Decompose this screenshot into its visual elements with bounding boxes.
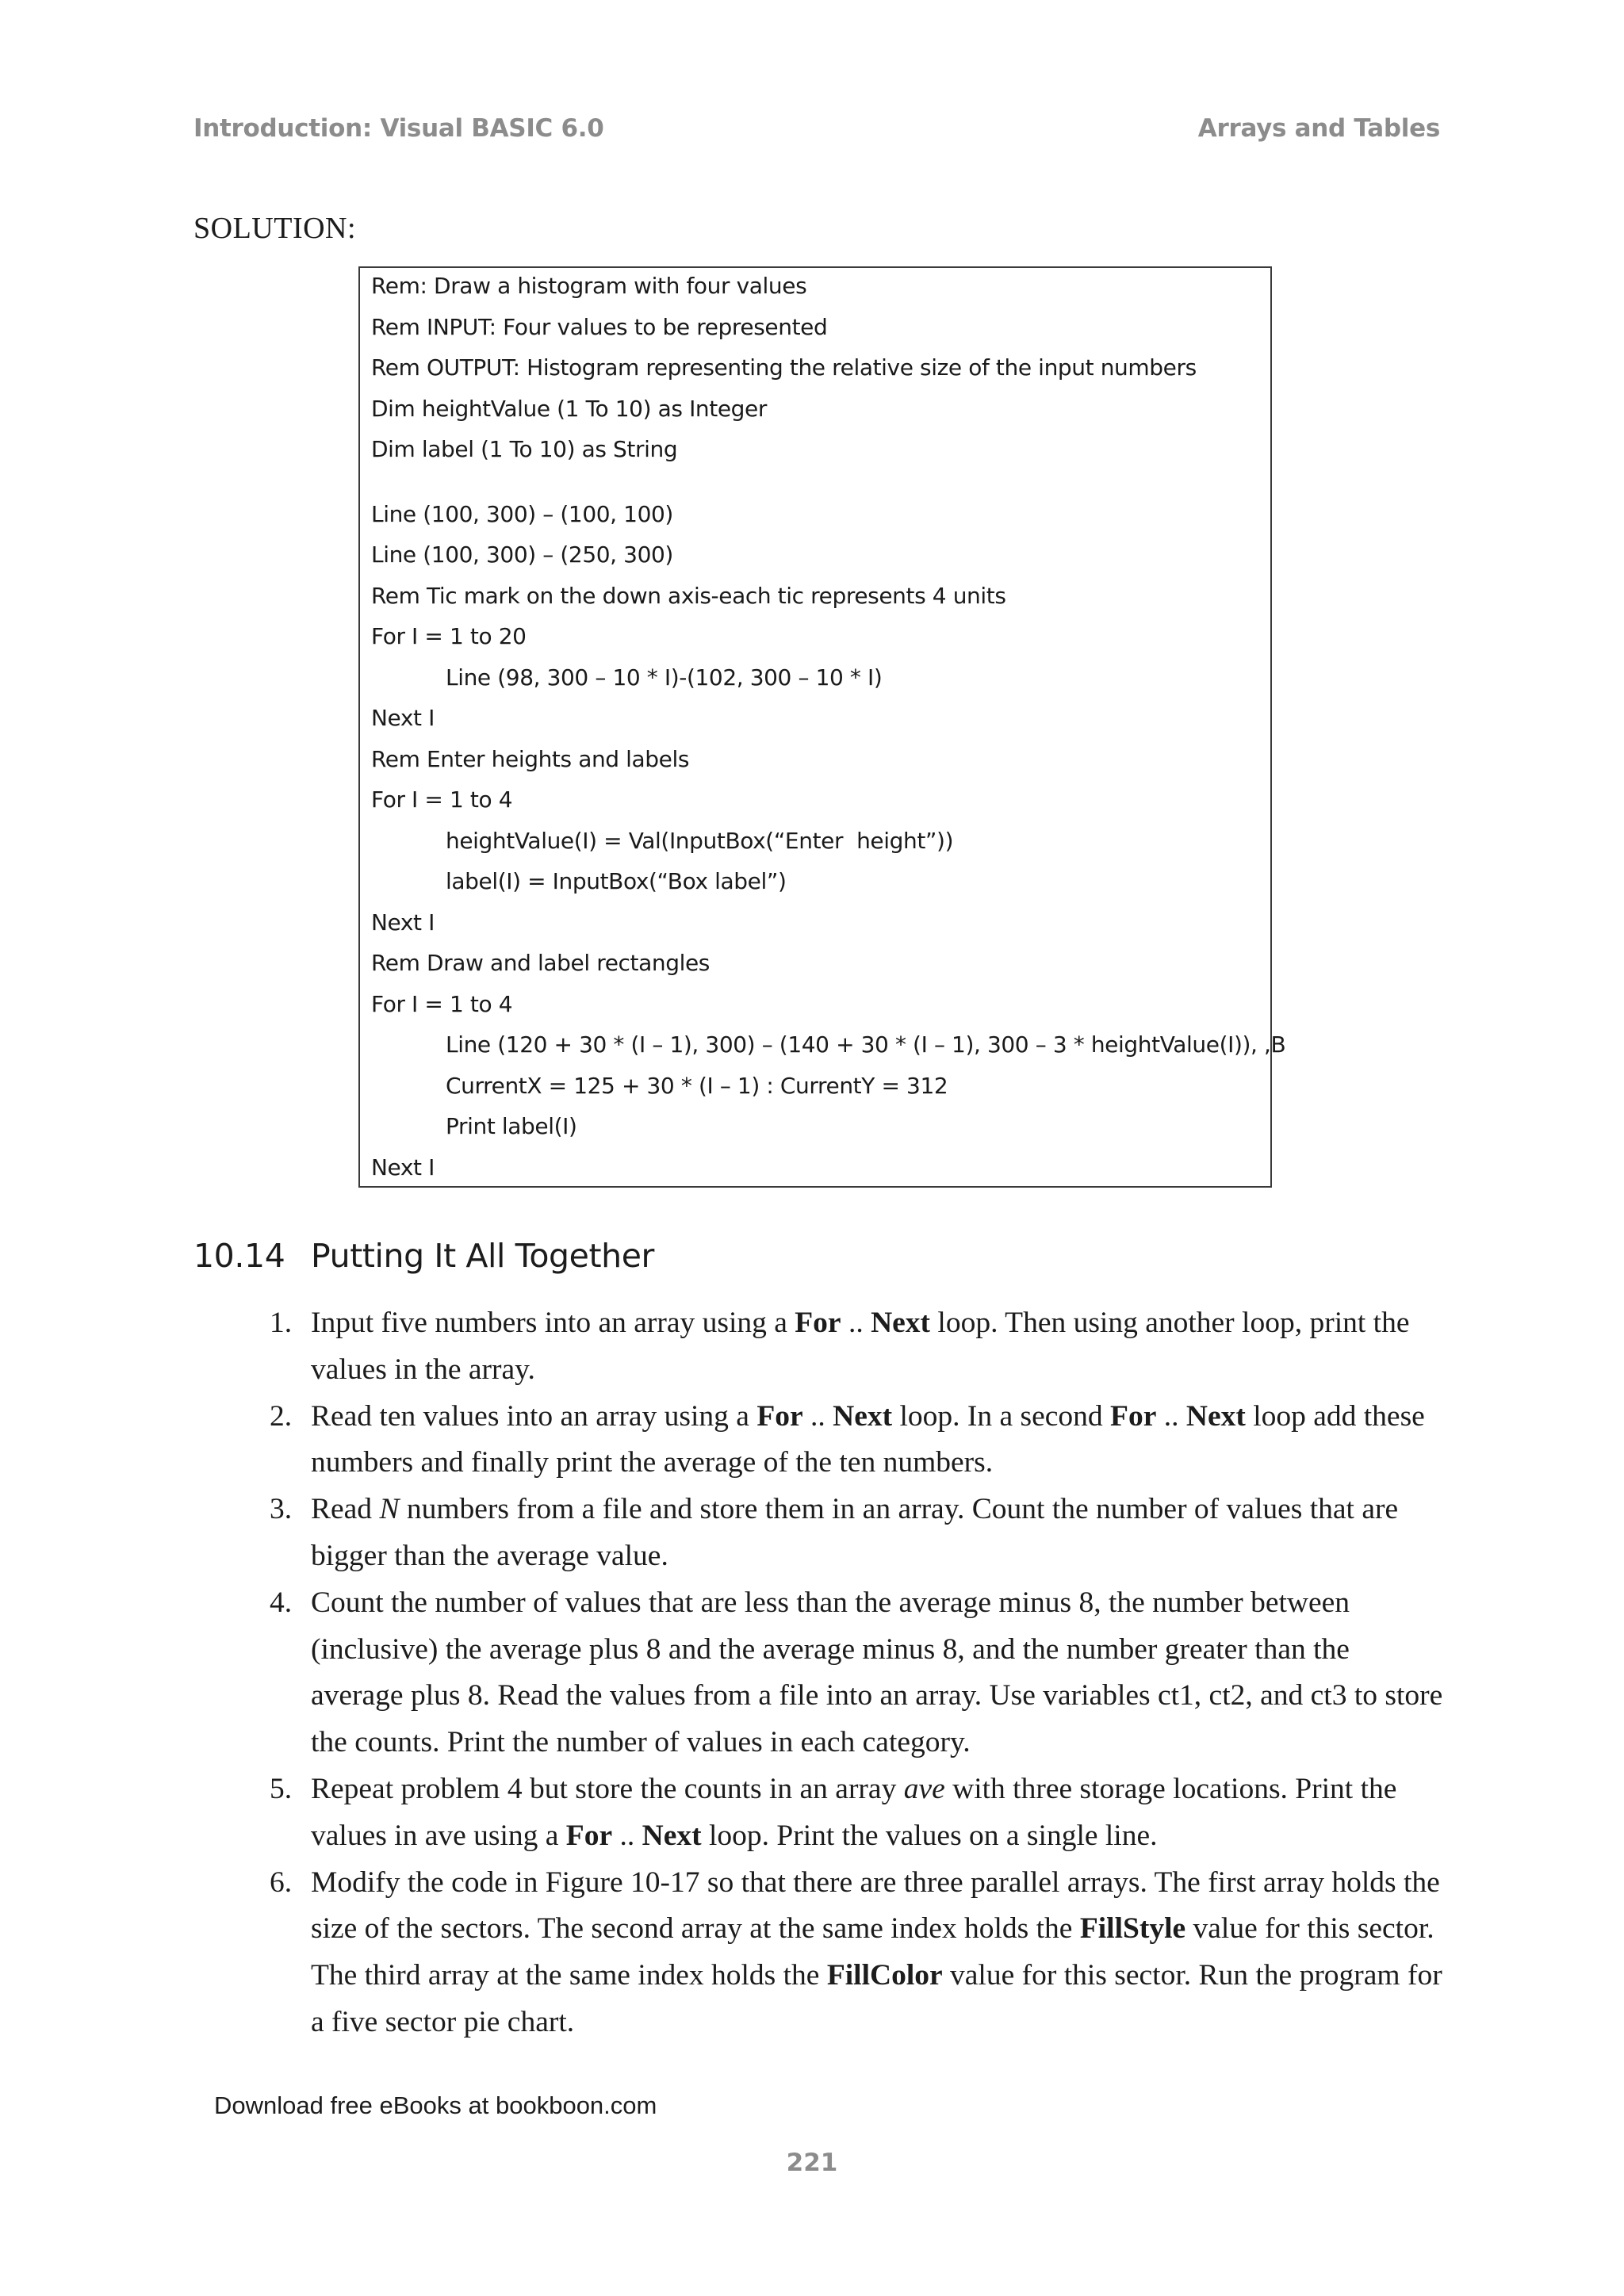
exercise-item — [193, 1487, 1446, 1580]
code-line: Line (98, 300 – 10 * I)-(102, 300 – 10 * I) — [446, 664, 883, 691]
exercise-item — [193, 1860, 1446, 2046]
code-line: Rem Tic mark on the down axis-each tic represents 4 units — [371, 583, 1006, 609]
exercise-number: 6. — [270, 1866, 293, 1899]
exercise-number: 2. — [270, 1399, 293, 1433]
keyword: FillStyle — [1079, 1912, 1186, 1946]
keyword: For — [1110, 1399, 1157, 1433]
exercise-text: loop add these numbers and finally print the average of the ten numbers. — [311, 1399, 1425, 1479]
code-line: Next I — [371, 705, 435, 731]
exercise-number: 1. — [270, 1307, 293, 1339]
exercise-number: 3. — [270, 1493, 293, 1526]
code-line: Dim heightValue (1 To 10) as Integer — [371, 396, 767, 422]
keyword: Next — [642, 1819, 702, 1852]
code-line: Line (100, 300) – (100, 100) — [371, 501, 673, 527]
exercise-text: Read ten values into an array using a — [311, 1399, 757, 1433]
code-line: Rem: Draw a histogram with four values — [371, 273, 807, 299]
section-number: 10.14 — [193, 1237, 285, 1275]
exercise-list — [193, 1300, 1446, 2046]
code-line: Next I — [371, 909, 435, 936]
section-title: Putting It All Together — [311, 1237, 654, 1275]
code-line: Next I — [371, 1154, 435, 1181]
code-line: For I = 1 to 4 — [371, 991, 513, 1017]
code-line: Rem Draw and label rectangles — [371, 950, 710, 976]
exercise-text: .. — [802, 1399, 833, 1433]
page-number: 221 — [786, 2149, 838, 2177]
code-line: Line (100, 300) – (250, 300) — [371, 541, 673, 568]
exercise-text: Read — [311, 1493, 380, 1526]
exercise-text: Input five numbers into an array using a — [311, 1307, 795, 1339]
code-listing-box — [358, 266, 1286, 1188]
exercise-text: Count the number of values that are less than the average minus 8, the number between (inclusive) the average plus 8 and the average minus 8, and the number greater than the average plus 8. Read the values from a file into an array. Use variables ct1, ct2, and ct3 to store the counts. Print the number of values in each category. — [311, 1586, 1443, 1759]
keyword: Next — [871, 1307, 931, 1339]
keyword: Next — [1185, 1399, 1246, 1433]
exercise-text: Modify the code in Figure 10-17 so that there are three parallel arrays. The first array holds the size of the sectors. The second array at the same index holds the — [311, 1866, 1440, 1946]
exercise-text: value for this sector. The third array at the same index holds the — [311, 1912, 1434, 1992]
code-line: For I = 1 to 20 — [371, 623, 527, 649]
exercise-text: with three storage locations. Print the values in ave using a — [311, 1772, 1397, 1852]
code-line: Dim label (1 To 10) as String — [371, 436, 678, 462]
code-line: Rem OUTPUT: Histogram representing the relative size of the input numbers — [371, 354, 1197, 381]
exercise-text: loop. Print the values on a single line. — [701, 1819, 1158, 1852]
exercise-text: loop. Then using another loop, print the values in the array. — [311, 1307, 1410, 1386]
code-line: heightValue(I) = Val(InputBox(“Enter height”)) — [446, 828, 954, 854]
exercise-text: value for this sector. Run the program for a five sector pie chart. — [311, 1959, 1442, 2038]
keyword: For — [795, 1307, 841, 1339]
exercise-item — [193, 1766, 1446, 1860]
exercise-text: numbers from a file and store them in an array. Count the number of values that are bigger than the average value. — [311, 1493, 1399, 1572]
running-header-book-title: Introduction: Visual BASIC 6.0 — [193, 114, 604, 143]
exercise-text: loop. In a second — [892, 1399, 1111, 1433]
exercise-number: 4. — [270, 1586, 293, 1619]
exercise-text: .. — [841, 1307, 871, 1339]
code-line: Line (120 + 30 * (I – 1), 300) – (140 + 30 * (I – 1), 300 – 3 * heightValue(I)), ,B — [446, 1031, 1286, 1058]
exercise-item — [193, 1580, 1446, 1766]
code-line: Print label(I) — [446, 1113, 577, 1139]
code-line: label(I) = InputBox(“Box label”) — [446, 868, 787, 894]
keyword: Next — [833, 1399, 893, 1433]
exercise-text: .. — [612, 1819, 642, 1852]
exercise-item — [193, 1394, 1446, 1487]
keyword: FillColor — [826, 1959, 943, 1992]
running-header-chapter-title: Arrays and Tables — [1197, 114, 1440, 143]
code-line: Rem Enter heights and labels — [371, 746, 690, 772]
exercise-text: Repeat problem 4 but store the counts in an array — [311, 1772, 904, 1805]
keyword: For — [565, 1819, 613, 1852]
exercise-number: 5. — [270, 1772, 293, 1805]
download-note: Download free eBooks at bookboon.com — [214, 2091, 657, 2119]
exercise-text: .. — [1156, 1399, 1186, 1433]
code-line: Rem INPUT: Four values to be represented — [371, 314, 828, 340]
keyword: For — [756, 1399, 803, 1433]
variable: N — [379, 1493, 400, 1526]
code-line: For I = 1 to 4 — [371, 786, 513, 813]
solution-label: SOLUTION: — [193, 212, 357, 245]
code-line: CurrentX = 125 + 30 * (I – 1) : CurrentY = 312 — [446, 1073, 948, 1099]
variable: ave — [903, 1772, 945, 1805]
section-heading — [193, 1237, 654, 1275]
exercise-item — [193, 1300, 1446, 1394]
